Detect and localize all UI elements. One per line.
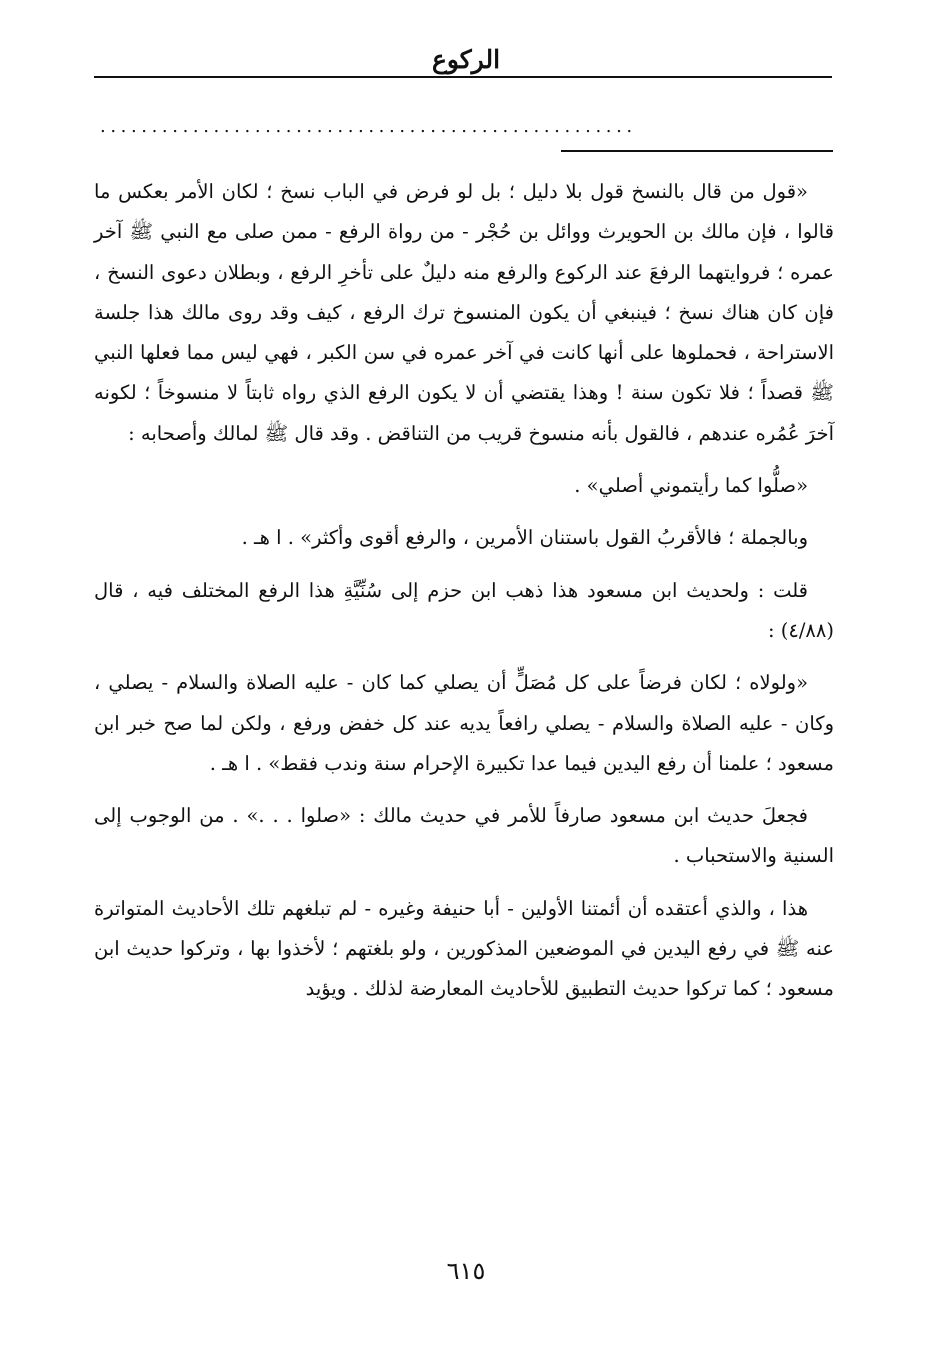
footnote-divider	[561, 150, 833, 152]
paragraph-quote-ibn-hazm: «ولولاه ؛ لكان فرضاً على كل مُصَلٍّ أن يصلي كما كان - عليه الصلاة والسلام - يصلي ، وكان - عليه الصلاة والسلام - يصلي رافعاً يديه عند كل خفض ورفع ، ولكن لما صح خبر ابن مسعود ؛ علمنا أن رفع اليدين فيما عدا تكبيرة الإحرام سنة وندب فقط» . ا هـ .	[94, 671, 834, 775]
paragraph-wujub: فجعلَ حديث ابن مسعود صارفاً للأمر في حديث مالك : «صلوا . . .» . من الوجوب إلى السنية والاستحباب .	[94, 804, 834, 868]
page-number: ٦١٥	[446, 1257, 486, 1285]
header-divider	[94, 76, 832, 78]
running-header-title: الركوع	[431, 45, 501, 74]
page-body	[94, 172, 834, 1022]
paragraph-quote-nasikh: «قول من قال بالنسخ قول بلا دليل ؛ بل لو فرض في الباب نسخ ؛ لكان الأمر بعكس ما قالوا ، فإن مالك بن الحويرث ووائل بن حُجْر - من رواة الرفع - ممن صلى مع النبي ﷺ آخر عمره ؛ فروايتهما الرفعَ عند الركوع والرفع منه دليلٌ على تأخرِ الرفع ، وبطلان دعوى النسخ ، فإن كان هناك نسخ ؛ فينبغي أن يكون المنسوخ ترك الرفع ، كيف وقد روى مالك هذا جلسة الاستراحة ، فحملوها على أنها كانت في آخر عمره في سن الكبر ، فهي ليس مما فعلها النبي ﷺ قصداً ؛ فلا تكون سنة ! وهذا يقتضي أن لا يكون الرفع الذي رواه ثابتاً لا منسوخاً ؛ لكونه آخرَ عُمُره عندهم ، فالقول بأنه منسوخ قريب من التناقض . وقد قال ﷺ لمالك وأصحابه :	[94, 180, 834, 445]
paragraph-aimma: هذا ، والذي أعتقده أن أئمتنا الأولين - أبا حنيفة وغيره - لم تبلغهم تلك الأحاديث المتواترة عنه ﷺ في رفع اليدين في الموضعين المذكورين ، ولو بلغتهم ؛ لأخذوا بها ، وتركوا حديث ابن مسعود ؛ كما تركوا حديث التطبيق للأحاديث المعارضة لذلك . ويؤيد	[94, 896, 834, 1001]
paragraph-ibn-hazm: قلت : ولحديث ابن مسعود هذا ذهب ابن حزم إلى سُنِّيَّةِ هذا الرفع المختلف فيه ، قال (٤/٨٨) :	[94, 578, 834, 642]
paragraph-hadith-sallu: «صلُّوا كما رأيتموني أصلي» .	[574, 474, 808, 498]
paragraph-conclusion: وبالجملة ؛ فالأقربُ القول باستنان الأمرين ، والرفع أقوى وأكثر» . ا هـ .	[241, 526, 808, 550]
dotted-separator: ....................................................	[100, 116, 637, 137]
